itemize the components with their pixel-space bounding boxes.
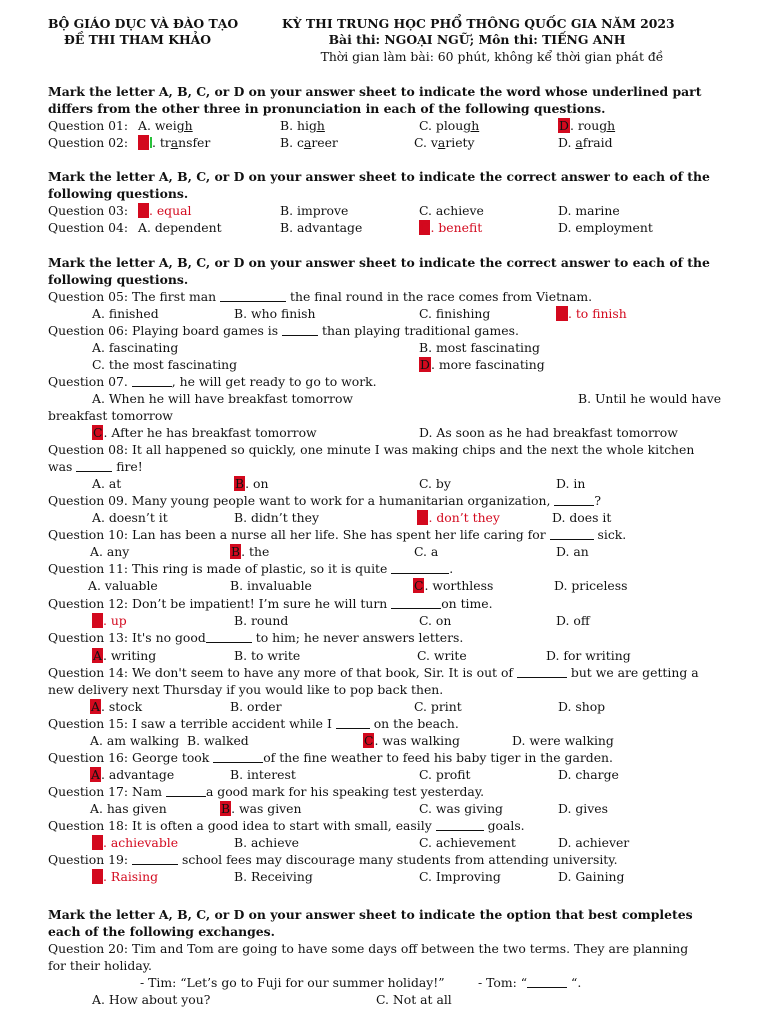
section4-instruction bbox=[48, 906, 693, 923]
option: D. an bbox=[556, 544, 589, 559]
ministry-line2 bbox=[64, 31, 211, 48]
question-label: Question 04: bbox=[48, 220, 129, 235]
option: D. charge bbox=[558, 767, 619, 782]
question-text: Question 06: Playing board games is bbox=[48, 323, 283, 338]
q13-stem bbox=[48, 629, 463, 646]
instruction-text: Mark the letter A, B, C, or D on your answer sheet to indicate the option that best completes bbox=[48, 907, 693, 922]
answer-highlight: A bbox=[93, 648, 102, 663]
q11-option-d bbox=[554, 577, 627, 594]
q14-option-a bbox=[90, 698, 142, 715]
q11-stem bbox=[48, 560, 453, 577]
correct-answer: . don’t they bbox=[428, 510, 500, 525]
option: C. was giving bbox=[419, 801, 503, 816]
correct-answer: . equal bbox=[148, 203, 192, 218]
question-text: , he will get ready to go to work. bbox=[171, 374, 377, 389]
option: D. off bbox=[556, 613, 590, 628]
option: A. valuable bbox=[88, 578, 158, 593]
answer-blank bbox=[206, 631, 252, 643]
q20-tom-line bbox=[478, 974, 581, 991]
q18-option-c bbox=[419, 834, 516, 851]
answer-highlight: A bbox=[93, 869, 102, 884]
option: B. Receiving bbox=[234, 869, 313, 884]
option: . stock bbox=[100, 699, 143, 714]
option: C. finishing bbox=[419, 306, 491, 321]
q02-option-b bbox=[280, 134, 338, 151]
dialogue-line: - Tom: “ bbox=[478, 975, 528, 990]
answer-highlight: C bbox=[420, 220, 430, 235]
option: D. does it bbox=[552, 510, 612, 525]
q13-option-a bbox=[92, 647, 156, 664]
q03-option-c bbox=[419, 202, 484, 219]
q16-option-a bbox=[90, 766, 174, 783]
q01-option-a bbox=[138, 117, 193, 134]
q07-option-b-cont bbox=[48, 407, 173, 424]
section1-instruction-l2 bbox=[48, 100, 605, 117]
q02-option-d bbox=[558, 134, 613, 151]
exam-type: ĐỀ THI THAM KHẢO bbox=[64, 32, 212, 47]
q20-stem bbox=[48, 940, 688, 957]
q01-option-b bbox=[280, 117, 325, 134]
section4-instruction-l2 bbox=[48, 923, 275, 940]
q10-option-c bbox=[414, 543, 438, 560]
question-text: of the fine weather to feed his baby tiger in the garden. bbox=[263, 750, 613, 765]
option: C. print bbox=[414, 699, 462, 714]
correct-answer: . benefit bbox=[430, 220, 483, 235]
q10-option-d bbox=[556, 543, 589, 560]
q11-option-a bbox=[88, 577, 158, 594]
question-text: Question 10: Lan has been a nurse all her life. She has spent her life caring for bbox=[48, 527, 550, 542]
answer-blank bbox=[517, 666, 567, 678]
question-text: to him; he never answers letters. bbox=[251, 630, 464, 645]
q08-option-d bbox=[556, 475, 585, 492]
q05-option-c bbox=[419, 305, 490, 322]
answer-highlight: B bbox=[235, 476, 245, 491]
answer-blank bbox=[76, 460, 112, 472]
option: riety bbox=[445, 135, 475, 150]
q03-label bbox=[48, 202, 128, 219]
q10-stem bbox=[48, 526, 626, 543]
q03-option-b bbox=[280, 202, 348, 219]
question-text: for their holiday. bbox=[48, 958, 153, 973]
instruction-text: Mark the letter A, B, C, or D on your answer sheet to indicate the word whose underlined part bbox=[48, 84, 702, 99]
option: . advantage bbox=[100, 767, 175, 782]
exam-subject-text: Bài thi: NGOẠI NGỮ; Môn thi: TIẾNG ANH bbox=[328, 32, 626, 47]
option: A. has given bbox=[90, 801, 167, 816]
question-text: than playing traditional games. bbox=[318, 323, 519, 338]
q06-option-b bbox=[419, 339, 540, 356]
q19-option-b bbox=[234, 868, 313, 885]
question-text: ? bbox=[594, 493, 601, 508]
q05-option-d bbox=[556, 305, 627, 322]
underlined-part: gh bbox=[599, 118, 616, 133]
q01-option-c bbox=[419, 117, 479, 134]
option: B. to write bbox=[234, 648, 301, 663]
q18-stem bbox=[48, 817, 525, 834]
q06-option-a bbox=[92, 339, 178, 356]
exam-subject bbox=[282, 31, 672, 48]
answer-blank bbox=[554, 494, 594, 506]
question-text: Question 19: bbox=[48, 852, 133, 867]
answer-blank bbox=[436, 819, 484, 831]
option: . After he has breakfast tomorrow bbox=[103, 425, 317, 440]
answer-option: . to finish bbox=[567, 306, 627, 321]
q02-option-a bbox=[138, 134, 210, 151]
option: B. round bbox=[234, 613, 289, 628]
q09-option-a bbox=[92, 509, 168, 526]
answer-highlight: C bbox=[93, 425, 103, 440]
option: B. interest bbox=[230, 767, 296, 782]
question-text: Question 20: Tim and Tom are going to have some days off between the two terms. They are planning bbox=[48, 941, 689, 956]
q20-tim-line bbox=[140, 974, 445, 991]
answer-highlight: A bbox=[91, 699, 100, 714]
q12-option-c bbox=[419, 612, 451, 629]
option: D. for writing bbox=[546, 648, 631, 663]
option: C. profit bbox=[419, 767, 471, 782]
option: . tr bbox=[151, 135, 171, 150]
correct-answer: . up bbox=[102, 613, 127, 628]
q19-option-c bbox=[419, 868, 501, 885]
answer-blank bbox=[166, 785, 206, 797]
q16-stem bbox=[48, 749, 613, 766]
instruction-text: following questions. bbox=[48, 186, 189, 201]
q10-option-b bbox=[230, 543, 269, 560]
q20-option-c bbox=[376, 991, 452, 1008]
section3-instruction-l2 bbox=[48, 271, 188, 288]
question-text: Question 07. bbox=[48, 374, 132, 389]
option: B. c bbox=[280, 135, 304, 150]
question-text: Question 11: This ring is made of plastic, so it is quite bbox=[48, 561, 392, 576]
answer-highlight: B bbox=[231, 544, 241, 559]
q17-option-b bbox=[220, 800, 301, 817]
question-text: a good mark for his speaking test yesterday. bbox=[205, 784, 485, 799]
option: . more fascinating bbox=[430, 357, 545, 372]
question-text: fire! bbox=[112, 459, 143, 474]
question-label: Question 03: bbox=[48, 203, 129, 218]
answer-highlight: A bbox=[93, 835, 102, 850]
q14-stem-l2 bbox=[48, 681, 443, 698]
q17-option-c bbox=[419, 800, 503, 817]
option: C. achievement bbox=[419, 835, 516, 850]
option: A. finished bbox=[92, 306, 159, 321]
answer-blank bbox=[213, 751, 263, 763]
question-text: but we are getting a bbox=[566, 665, 699, 680]
instruction-text: following questions. bbox=[48, 272, 189, 287]
q10-option-a bbox=[90, 543, 129, 560]
question-text: Question 05: The first man bbox=[48, 289, 221, 304]
option: B. achieve bbox=[234, 835, 299, 850]
q19-option-d bbox=[558, 868, 624, 885]
option: B. who finish bbox=[234, 306, 316, 321]
q16-option-b bbox=[230, 766, 296, 783]
answer-highlight: A bbox=[139, 203, 148, 218]
option: C. a bbox=[414, 544, 439, 559]
q19-stem bbox=[48, 851, 618, 868]
q08-stem bbox=[48, 441, 694, 458]
q01-option-d bbox=[558, 117, 615, 134]
question-text: was bbox=[48, 459, 77, 474]
option: fraid bbox=[582, 135, 613, 150]
q06-stem bbox=[48, 322, 519, 339]
answer-highlight: A bbox=[93, 613, 102, 628]
option: . was given bbox=[231, 801, 302, 816]
option: B. order bbox=[230, 699, 282, 714]
q17-option-d bbox=[558, 800, 608, 817]
question-text: Question 18: It is often a good idea to start with small, easily bbox=[48, 818, 436, 833]
option: D. in bbox=[556, 476, 586, 491]
option: B. didn’t they bbox=[234, 510, 319, 525]
q04-option-a bbox=[138, 219, 222, 236]
exam-time-text: Thời gian làm bài: 60 phút, không kể thời gian phát đề bbox=[320, 49, 664, 64]
option: D. were walking bbox=[512, 733, 614, 748]
answer-blank bbox=[132, 375, 172, 387]
exam-title bbox=[282, 15, 675, 32]
option: A. am walking bbox=[90, 733, 180, 748]
question-label: Question 01: bbox=[48, 118, 129, 133]
option: B. hi bbox=[280, 118, 309, 133]
q12-option-a bbox=[92, 612, 127, 629]
q15-option-b bbox=[187, 732, 249, 749]
question-text: school fees may discourage many students from attending university. bbox=[178, 852, 618, 867]
instruction-text: each of the following exchanges. bbox=[48, 924, 275, 939]
answer-highlight: D bbox=[559, 118, 569, 133]
option: C. the most fascinating bbox=[92, 357, 238, 372]
q19-option-a bbox=[92, 868, 158, 885]
option: D. gives bbox=[558, 801, 608, 816]
q06-option-c bbox=[92, 356, 237, 373]
instruction-text: Mark the letter A, B, C, or D on your answer sheet to indicate the correct answer to each of the bbox=[48, 169, 710, 184]
q01-label bbox=[48, 117, 128, 134]
underlined-part: gh bbox=[463, 118, 480, 133]
instruction-text: differs from the other three in pronunciation in each of the following questions. bbox=[48, 101, 606, 116]
answer-blank bbox=[550, 528, 594, 540]
answer-highlight: C bbox=[364, 733, 374, 748]
q07-stem bbox=[48, 373, 377, 390]
option: A. How about you? bbox=[92, 992, 211, 1007]
answer-highlight: C bbox=[418, 510, 428, 525]
option: D. employment bbox=[558, 220, 653, 235]
q08-option-c bbox=[419, 475, 451, 492]
q04-option-b bbox=[280, 219, 362, 236]
question-text: Question 17: Nam bbox=[48, 784, 166, 799]
option: B. improve bbox=[280, 203, 349, 218]
option: D. bbox=[558, 135, 576, 150]
q08-stem-l2 bbox=[48, 458, 143, 475]
q18-option-a bbox=[92, 834, 178, 851]
underlined-part: a bbox=[575, 135, 583, 150]
q09-option-b bbox=[234, 509, 319, 526]
q20-stem-l2 bbox=[48, 957, 152, 974]
question-text: Question 15: I saw a terrible accident while I bbox=[48, 716, 336, 731]
option: B. invaluable bbox=[230, 578, 312, 593]
question-text: goals. bbox=[483, 818, 525, 833]
q18-option-b bbox=[234, 834, 299, 851]
q07-option-b bbox=[578, 390, 721, 407]
answer-highlight: D bbox=[420, 357, 430, 372]
option: B. Until he would have bbox=[578, 391, 722, 406]
option: D. shop bbox=[558, 699, 606, 714]
q02-option-c bbox=[414, 134, 475, 151]
question-text: Question 13: It's no good bbox=[48, 630, 206, 645]
underlined-part: a bbox=[303, 135, 312, 150]
option: B. most fascinating bbox=[419, 340, 540, 355]
answer-highlight: A bbox=[91, 767, 100, 782]
q08-option-a bbox=[92, 475, 121, 492]
underlined-part: a bbox=[437, 135, 446, 150]
correct-answer: . achievable bbox=[102, 835, 179, 850]
dialogue-line: - Tim: “Let’s go to Fuji for our summer holiday!” bbox=[140, 975, 445, 990]
underlined-part: a bbox=[170, 135, 179, 150]
answer-blank bbox=[132, 853, 178, 865]
option: . was walking bbox=[374, 733, 460, 748]
answer-highlight: A bbox=[139, 135, 148, 150]
q12-stem bbox=[48, 595, 493, 612]
option: C. Not at all bbox=[376, 992, 452, 1007]
option: D. As soon as he had breakfast tomorrow bbox=[419, 425, 678, 440]
q04-option-c bbox=[419, 219, 482, 236]
option: D. achiever bbox=[558, 835, 630, 850]
question-text: Question 09. Many young people want to work for a humanitarian organization, bbox=[48, 493, 555, 508]
q07-option-a bbox=[92, 390, 353, 407]
option: C. v bbox=[414, 135, 438, 150]
option: C. on bbox=[419, 613, 452, 628]
option: C. plou bbox=[419, 118, 464, 133]
q15-option-d bbox=[512, 732, 614, 749]
q07-option-d bbox=[419, 424, 678, 441]
option: D. marine bbox=[558, 203, 620, 218]
question-text: on time. bbox=[441, 596, 493, 611]
answer-blank bbox=[391, 597, 441, 609]
q12-option-d bbox=[556, 612, 590, 629]
q11-option-c bbox=[413, 577, 493, 594]
option: A. dependent bbox=[138, 220, 222, 235]
question-text: Question 12: Don’t be impatient! I’m sure he will turn bbox=[48, 596, 392, 611]
question-text: Question 16: George took bbox=[48, 750, 214, 765]
option: A. doesn’t it bbox=[92, 510, 168, 525]
q16-option-c bbox=[419, 766, 470, 783]
q13-option-c bbox=[417, 647, 467, 664]
q05-option-a bbox=[92, 305, 159, 322]
option: B. walked bbox=[187, 733, 249, 748]
q06-option-d bbox=[419, 356, 545, 373]
answer-highlight: D bbox=[557, 306, 567, 321]
q17-option-a bbox=[90, 800, 167, 817]
option: C. Improving bbox=[419, 869, 501, 884]
q03-option-a bbox=[138, 202, 191, 219]
q05-stem bbox=[48, 288, 592, 305]
option: A. wei bbox=[138, 118, 177, 133]
q14-option-c bbox=[414, 698, 462, 715]
q13-option-d bbox=[546, 647, 631, 664]
q04-label bbox=[48, 219, 128, 236]
option: A. When he will have breakfast tomorrow bbox=[92, 391, 354, 406]
option: C. achieve bbox=[419, 203, 484, 218]
section2-instruction bbox=[48, 168, 710, 185]
option: . writing bbox=[102, 648, 157, 663]
q07-option-c bbox=[92, 424, 317, 441]
question-text: new delivery next Thursday if you would like to pop back then. bbox=[48, 682, 444, 697]
option: C. by bbox=[419, 476, 451, 491]
q12-option-b bbox=[234, 612, 288, 629]
section2-instruction-l2 bbox=[48, 185, 188, 202]
answer-blank bbox=[391, 562, 449, 574]
option: . the bbox=[241, 544, 270, 559]
q17-stem bbox=[48, 783, 484, 800]
q20-option-a bbox=[92, 991, 210, 1008]
q05-option-b bbox=[234, 305, 316, 322]
exam-time bbox=[282, 48, 702, 65]
q14-stem bbox=[48, 664, 699, 681]
q09-option-c bbox=[417, 509, 500, 526]
q14-option-d bbox=[558, 698, 605, 715]
question-text: Question 08: It all happened so quickly, one minute I was making chips and the next the whole kitchen bbox=[48, 442, 695, 457]
option: A. fascinating bbox=[92, 340, 179, 355]
option: C. write bbox=[417, 648, 467, 663]
option: . on bbox=[245, 476, 269, 491]
q16-option-d bbox=[558, 766, 619, 783]
option: A. any bbox=[90, 544, 130, 559]
q15-option-c bbox=[363, 732, 460, 749]
q09-option-d bbox=[552, 509, 611, 526]
ministry-line1 bbox=[48, 15, 238, 32]
answer-highlight: B bbox=[221, 801, 231, 816]
answer-blank bbox=[220, 290, 286, 302]
question-text: sick. bbox=[593, 527, 627, 542]
question-text: . bbox=[449, 561, 454, 576]
q03-option-d bbox=[558, 202, 620, 219]
question-text: Question 14: We don't seem to have any more of that book, Sir. It is out of bbox=[48, 665, 517, 680]
option: nsfer bbox=[178, 135, 211, 150]
exam-title-text: KỲ THI TRUNG HỌC PHỔ THÔNG QUỐC GIA NĂM 2023 bbox=[282, 16, 675, 31]
q02-label bbox=[48, 134, 128, 151]
question-text: the final round in the race comes from Vietnam. bbox=[286, 289, 593, 304]
option: . worthless bbox=[424, 578, 494, 593]
option: breakfast tomorrow bbox=[48, 408, 173, 423]
option: D. priceless bbox=[554, 578, 628, 593]
question-text: on the beach. bbox=[369, 716, 459, 731]
underlined-part: gh bbox=[176, 118, 193, 133]
dialogue-line: “. bbox=[567, 975, 582, 990]
option: A. at bbox=[92, 476, 122, 491]
section3-instruction bbox=[48, 254, 710, 271]
answer-highlight: C bbox=[414, 578, 424, 593]
q13-option-b bbox=[234, 647, 300, 664]
q14-option-b bbox=[230, 698, 282, 715]
q04-option-d bbox=[558, 219, 653, 236]
question-label: Question 02: bbox=[48, 135, 129, 150]
instruction-text: Mark the letter A, B, C, or D on your answer sheet to indicate the correct answer to each of the bbox=[48, 255, 710, 270]
q18-option-d bbox=[558, 834, 629, 851]
option: . rou bbox=[569, 118, 600, 133]
section1-instruction bbox=[48, 83, 701, 100]
correct-answer: . Raising bbox=[102, 869, 159, 884]
option: B. advantage bbox=[280, 220, 363, 235]
option: reer bbox=[311, 135, 338, 150]
answer-blank bbox=[527, 976, 567, 988]
q08-option-b bbox=[234, 475, 268, 492]
q11-option-b bbox=[230, 577, 312, 594]
answer-blank bbox=[336, 717, 370, 729]
ministry-name: BỘ GIÁO DỤC VÀ ĐÀO TẠO bbox=[48, 16, 239, 31]
q09-stem bbox=[48, 492, 601, 509]
option: D. Gaining bbox=[558, 869, 625, 884]
answer-blank bbox=[282, 324, 318, 336]
q15-stem bbox=[48, 715, 459, 732]
underlined-part: gh bbox=[308, 118, 325, 133]
q15-option-a bbox=[90, 732, 179, 749]
